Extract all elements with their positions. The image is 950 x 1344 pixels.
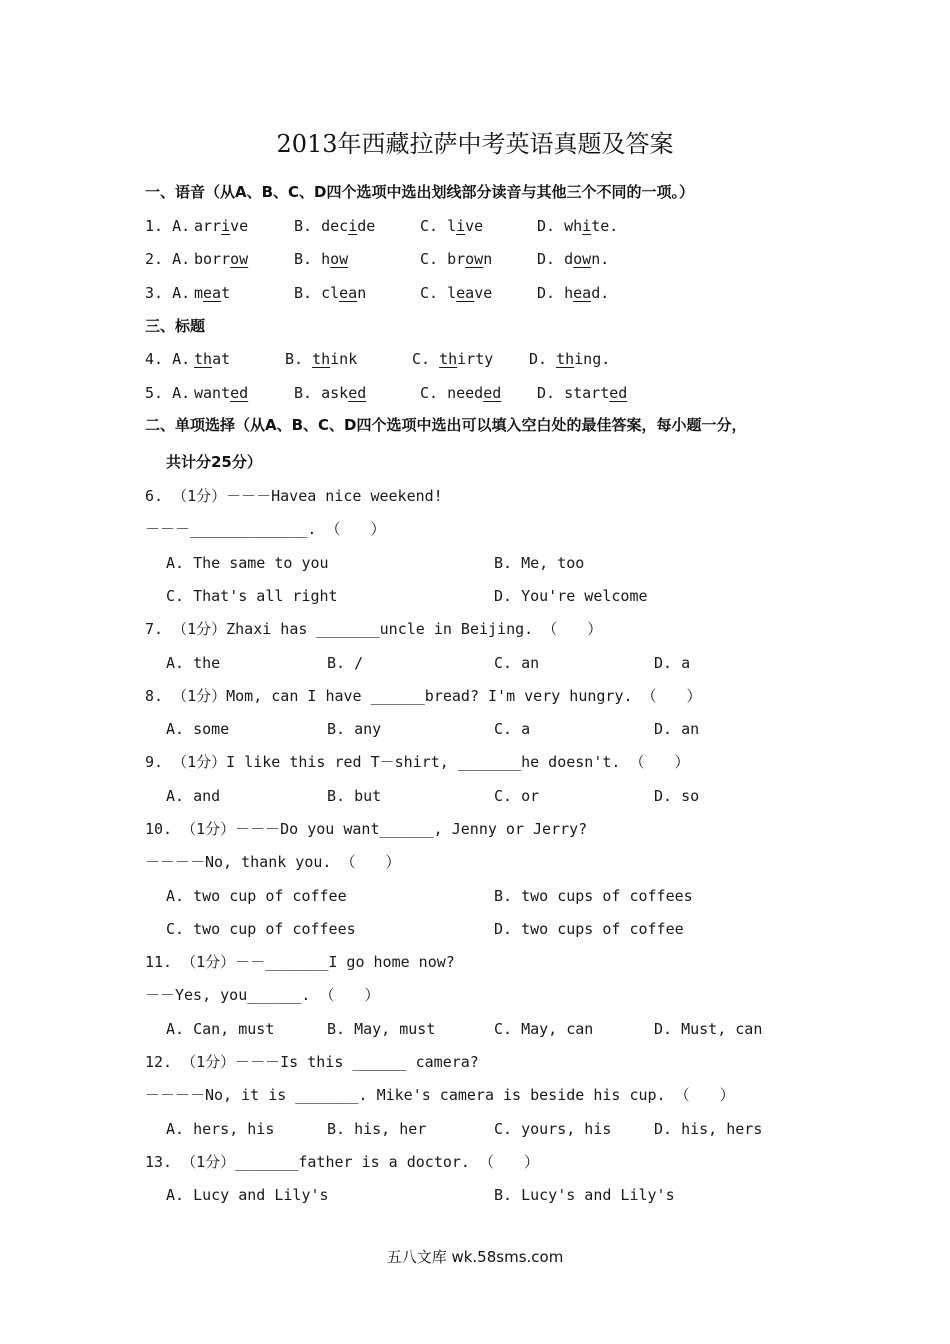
phonetic-q5-option-c: C. needed [420,384,502,402]
question-6-answer-line: －－－_____________. （ ） [145,520,386,538]
q10-option-a: A. two cup of coffee [166,887,347,905]
phonetic-q3-option-c: C. leave [420,284,493,302]
q7-option-c: C. an [494,654,540,672]
phonetic-q1-option-c: C. live [420,217,484,235]
phonetic-q5-option-d: D. started [537,384,628,402]
section-title-heading: 三、标题 [145,317,206,335]
q6-option-c: C. That's all right [166,587,338,605]
question-10: 10. （1分）－－－Do you want______, Jenny or Jerry? [145,820,588,838]
q8-option-a: A. some [166,720,230,738]
q7-option-d: D. a [654,654,691,672]
phonetic-q4-option-a: that [194,350,231,368]
q10-option-b: B. two cups of coffees [494,887,693,905]
q8-option-b: B. any [327,720,382,738]
phonetic-q3-option-d: D. head. [537,284,610,302]
question-8: 8. （1分）Mom, can I have ______bread? I'm very hungry. （ ） [145,687,702,705]
page-title: 2013年西藏拉萨中考英语真题及答案 [276,130,674,158]
phonetic-q2-number: 2. A. [145,250,191,268]
q9-option-c: C. or [494,787,540,805]
q10-option-d: D. two cups of coffee [494,920,684,938]
question-11-answer-line: －－Yes, you______. （ ） [145,986,380,1004]
phonetic-q3-option-b: B. clean [294,284,367,302]
phonetic-q2-option-b: B. how [294,250,349,268]
phonetic-q2-option-c: C. brown [420,250,493,268]
q11-option-a: A. Can, must [166,1020,275,1038]
question-12: 12. （1分）－－－Is this ______ camera? [145,1053,479,1071]
phonetic-q5-option-a: wanted [194,384,249,402]
q12-option-b: B. his, her [327,1120,427,1138]
phonetic-q1-number: 1. A. [145,217,191,235]
q12-option-a: A. hers, his [166,1120,275,1138]
q13-option-a: A. Lucy and Lily's [166,1186,329,1204]
question-6: 6. （1分）－－－Havea nice weekend! [145,487,443,505]
section-phonetics-heading: 一、语音（从A、B、C、D四个选项中选出划线部分读音与其他三个不同的一项。） [145,183,695,201]
q6-option-a: A. The same to you [166,554,329,572]
q11-option-d: D. Must, can [654,1020,763,1038]
phonetic-q3-number: 3. A. [145,284,191,302]
phonetic-q4-number: 4. A. [145,350,191,368]
phonetic-q2-option-a: borrow [194,250,249,268]
phonetic-q4-option-c: C. thirty [412,350,494,368]
q11-option-b: B. May, must [327,1020,436,1038]
q8-option-d: D. an [654,720,700,738]
phonetic-q5-number: 5. A. [145,384,191,402]
q7-option-b: B. / [327,654,364,672]
q11-option-c: C. May, can [494,1020,594,1038]
question-13: 13. （1分）_______father is a doctor. （ ） [145,1153,539,1171]
section-choice-heading: 二、单项选择（从A、B、C、D四个选项中选出可以填入空白处的最佳答案，每小题一分， [145,416,747,434]
question-9: 9. （1分）I like this red T－shirt, _______he doesn't. （ ） [145,753,690,771]
phonetic-q1-option-d: D. white. [537,217,619,235]
q12-option-d: D. his, hers [654,1120,763,1138]
q6-option-d: D. You're welcome [494,587,648,605]
q10-option-c: C. two cup of coffees [166,920,356,938]
question-11: 11. （1分）－－_______I go home now? [145,953,455,971]
question-12-answer-line: －－－－No, it is _______. Mike's camera is beside his cup. （ ） [145,1086,735,1104]
q13-option-b: B. Lucy's and Lily's [494,1186,675,1204]
q7-option-a: A. the [166,654,221,672]
q9-option-d: D. so [654,787,700,805]
footer-watermark: 五八文库 wk.58sms.com [386,1248,564,1266]
question-10-answer-line: －－－－No, thank you. （ ） [145,853,401,871]
phonetic-q4-option-b: B. think [285,350,358,368]
phonetic-q3-option-a: meat [194,284,231,302]
phonetic-q2-option-d: D. down. [537,250,610,268]
phonetic-q5-option-b: B. asked [294,384,367,402]
q9-option-b: B. but [327,787,382,805]
phonetic-q1-option-a: arrive [194,217,249,235]
phonetic-q1-option-b: B. decide [294,217,376,235]
section-choice-heading-cont: 共计分25分） [166,453,262,471]
q8-option-c: C. a [494,720,531,738]
q12-option-c: C. yours, his [494,1120,612,1138]
q9-option-a: A. and [166,787,221,805]
q6-option-b: B. Me, too [494,554,585,572]
question-7: 7. （1分）Zhaxi has _______uncle in Beijing. （ ） [145,620,603,638]
phonetic-q4-option-d: D. thing. [529,350,611,368]
